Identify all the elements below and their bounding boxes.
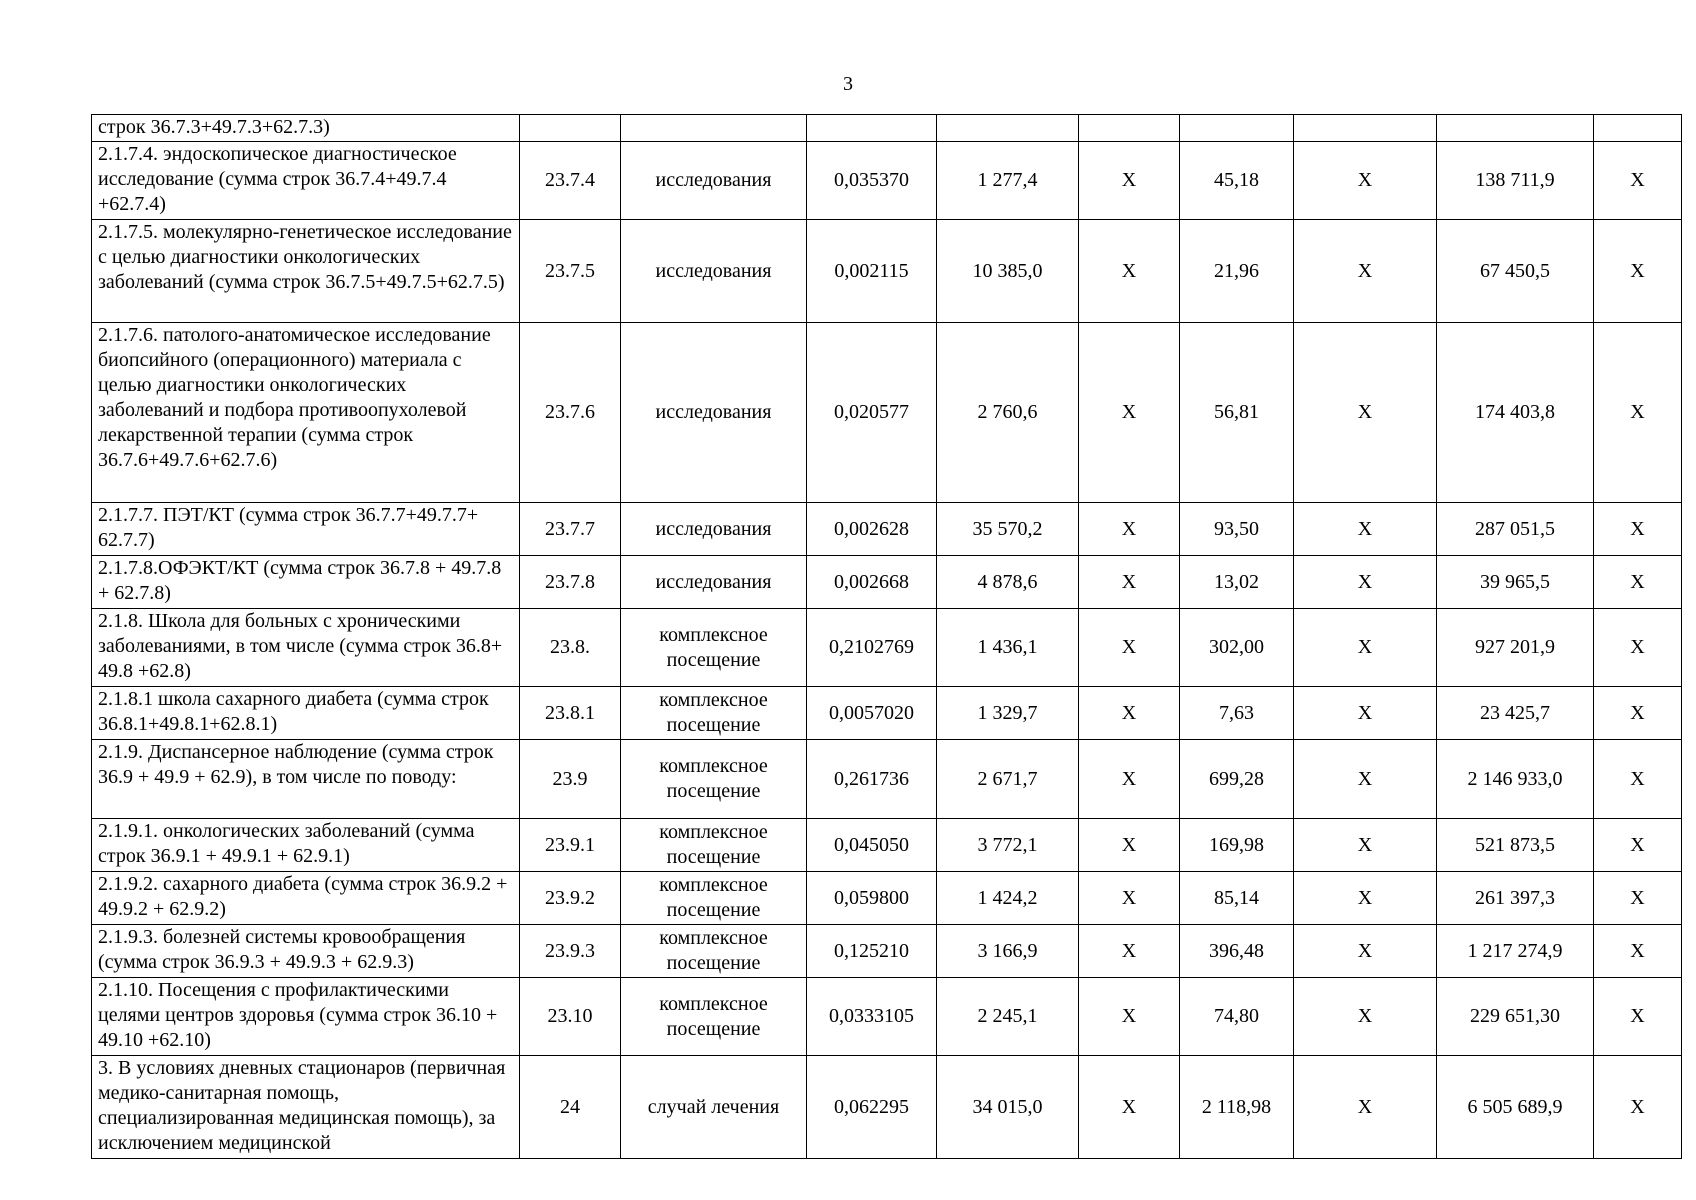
cell-x3: X (1594, 819, 1682, 872)
cell-x1: X (1079, 978, 1180, 1056)
cell-code: 24 (520, 1056, 621, 1159)
cell-x1 (1079, 115, 1180, 142)
cell-cost: 35 570,2 (937, 503, 1079, 556)
cell-x3: X (1594, 740, 1682, 819)
cell-per-capita: 302,00 (1180, 609, 1294, 687)
cell-x3: X (1594, 503, 1682, 556)
cell-x2: X (1294, 556, 1437, 609)
cell-name: 2.1.10. Посещения с профилактическими целями центров здоровья (сумма строк 36.10 + 49.10 +62.10) (92, 978, 520, 1056)
data-table (91, 114, 1682, 1159)
cell-total: 138 711,9 (1437, 142, 1594, 220)
cell-unit: случай лечения (621, 1056, 807, 1159)
cell-name: 2.1.7.7. ПЭТ/КТ (сумма строк 36.7.7+49.7.7+ 62.7.7) (92, 503, 520, 556)
cell-per-capita: 56,81 (1180, 323, 1294, 503)
cell-name: 2.1.8.1 школа сахарного диабета (сумма строк 36.8.1+49.8.1+62.8.1) (92, 687, 520, 740)
cell-per-capita: 21,96 (1180, 220, 1294, 323)
cell-unit: комплексное посещение (621, 978, 807, 1056)
cell-x2: X (1294, 609, 1437, 687)
cell-total: 174 403,8 (1437, 323, 1594, 503)
cell-per-capita: 7,63 (1180, 687, 1294, 740)
cell-code: 23.9 (520, 740, 621, 819)
table-body (92, 115, 1682, 1159)
cell-name: 3. В условиях дневных стационаров (первичная медико-санитарная помощь, специализированная медицинская помощь), за исключением медицинской (92, 1056, 520, 1159)
cell-total: 23 425,7 (1437, 687, 1594, 740)
cell-unit (621, 115, 807, 142)
cell-x2: X (1294, 503, 1437, 556)
cell-norm: 0,002628 (807, 503, 937, 556)
cell-code: 23.7.5 (520, 220, 621, 323)
table-row (92, 323, 1682, 503)
cell-per-capita: 699,28 (1180, 740, 1294, 819)
table-row (92, 978, 1682, 1056)
cell-name: 2.1.7.4. эндоскопическое диагностическое исследование (сумма строк 36.7.4+49.7.4 +62.7.4) (92, 142, 520, 220)
cell-total: 521 873,5 (1437, 819, 1594, 872)
cell-name: 2.1.7.5. молекулярно-генетическое исследование с целью диагностики онкологических заболеваний (сумма строк 36.7.5+49.7.5+62.7.5) (92, 220, 520, 323)
cell-x1: X (1079, 819, 1180, 872)
cell-cost: 1 424,2 (937, 872, 1079, 925)
table-row (92, 687, 1682, 740)
cell-total: 2 146 933,0 (1437, 740, 1594, 819)
cell-code: 23.8.1 (520, 687, 621, 740)
cell-x2: X (1294, 220, 1437, 323)
cell-norm: 0,125210 (807, 925, 937, 978)
cell-x1: X (1079, 323, 1180, 503)
cell-per-capita: 2 118,98 (1180, 1056, 1294, 1159)
cell-name: строк 36.7.3+49.7.3+62.7.3) (92, 115, 520, 142)
cell-norm: 0,002668 (807, 556, 937, 609)
cell-name: 2.1.8. Школа для больных с хроническими заболеваниями, в том числе (сумма строк 36.8+ 49.8 +62.8) (92, 609, 520, 687)
cell-x3 (1594, 115, 1682, 142)
cell-x1: X (1079, 609, 1180, 687)
cell-unit: комплексное посещение (621, 740, 807, 819)
cell-norm: 0,035370 (807, 142, 937, 220)
cell-x3: X (1594, 220, 1682, 323)
cell-total: 927 201,9 (1437, 609, 1594, 687)
cell-x2: X (1294, 819, 1437, 872)
cell-code: 23.9.2 (520, 872, 621, 925)
cell-x3: X (1594, 925, 1682, 978)
cell-x1: X (1079, 687, 1180, 740)
cell-unit: комплексное посещение (621, 872, 807, 925)
cell-x3: X (1594, 872, 1682, 925)
cell-per-capita: 169,98 (1180, 819, 1294, 872)
table-row (92, 872, 1682, 925)
cell-x1: X (1079, 872, 1180, 925)
table-row (92, 556, 1682, 609)
cell-code: 23.7.7 (520, 503, 621, 556)
cell-per-capita (1180, 115, 1294, 142)
cell-norm: 0,062295 (807, 1056, 937, 1159)
cell-norm: 0,0333105 (807, 978, 937, 1056)
cell-total: 287 051,5 (1437, 503, 1594, 556)
cell-x2: X (1294, 740, 1437, 819)
table-row (92, 115, 1682, 142)
cell-x1: X (1079, 142, 1180, 220)
cell-cost: 2 760,6 (937, 323, 1079, 503)
cell-unit: исследования (621, 142, 807, 220)
table-row (92, 819, 1682, 872)
cell-name: 2.1.9. Диспансерное наблюдение (сумма строк 36.9 + 49.9 + 62.9), в том числе по поводу: (92, 740, 520, 819)
cell-total: 6 505 689,9 (1437, 1056, 1594, 1159)
cell-x1: X (1079, 1056, 1180, 1159)
cell-x2: X (1294, 323, 1437, 503)
table-row (92, 609, 1682, 687)
cell-norm: 0,261736 (807, 740, 937, 819)
cell-norm (807, 115, 937, 142)
cell-cost: 3 772,1 (937, 819, 1079, 872)
cell-code: 23.10 (520, 978, 621, 1056)
cell-norm: 0,045050 (807, 819, 937, 872)
cell-unit: исследования (621, 503, 807, 556)
table-row (92, 925, 1682, 978)
table-row (92, 220, 1682, 323)
cell-total: 229 651,30 (1437, 978, 1594, 1056)
cell-per-capita: 74,80 (1180, 978, 1294, 1056)
table-row (92, 503, 1682, 556)
table-row (92, 142, 1682, 220)
cell-code (520, 115, 621, 142)
cell-cost: 10 385,0 (937, 220, 1079, 323)
cell-cost: 1 277,4 (937, 142, 1079, 220)
cell-x2: X (1294, 1056, 1437, 1159)
cell-cost: 4 878,6 (937, 556, 1079, 609)
cell-name: 2.1.9.1. онкологических заболеваний (сумма строк 36.9.1 + 49.9.1 + 62.9.1) (92, 819, 520, 872)
cell-name: 2.1.7.8.ОФЭКТ/КТ (сумма строк 36.7.8 + 49.7.8 + 62.7.8) (92, 556, 520, 609)
cell-name: 2.1.7.6. патолого-анатомическое исследование биопсийного (операционного) материала с целью диагностики онкологических заболеваний и подбора противоопухолевой лекарственной терапии (сумма строк 36.7.6+49.7.6+62.7.6) (92, 323, 520, 503)
cell-per-capita: 45,18 (1180, 142, 1294, 220)
cell-cost: 34 015,0 (937, 1056, 1079, 1159)
cell-total: 1 217 274,9 (1437, 925, 1594, 978)
cell-x2 (1294, 115, 1437, 142)
cell-norm: 0,002115 (807, 220, 937, 323)
cell-unit: комплексное посещение (621, 609, 807, 687)
cell-x3: X (1594, 1056, 1682, 1159)
page-number: 3 (843, 73, 853, 95)
cell-code: 23.7.8 (520, 556, 621, 609)
cell-x1: X (1079, 740, 1180, 819)
cell-code: 23.9.3 (520, 925, 621, 978)
cell-unit: комплексное посещение (621, 925, 807, 978)
cell-x2: X (1294, 872, 1437, 925)
cell-unit: комплексное посещение (621, 819, 807, 872)
cell-total (1437, 115, 1594, 142)
cell-x2: X (1294, 687, 1437, 740)
cell-code: 23.7.4 (520, 142, 621, 220)
cell-per-capita: 93,50 (1180, 503, 1294, 556)
cell-total: 67 450,5 (1437, 220, 1594, 323)
cell-x3: X (1594, 323, 1682, 503)
cell-per-capita: 13,02 (1180, 556, 1294, 609)
cell-unit: исследования (621, 220, 807, 323)
cell-unit: исследования (621, 323, 807, 503)
cell-norm: 0,0057020 (807, 687, 937, 740)
cell-norm: 0,059800 (807, 872, 937, 925)
cell-cost: 3 166,9 (937, 925, 1079, 978)
cell-code: 23.9.1 (520, 819, 621, 872)
cell-x1: X (1079, 503, 1180, 556)
cell-norm: 0,2102769 (807, 609, 937, 687)
cell-x2: X (1294, 925, 1437, 978)
cell-unit: комплексное посещение (621, 687, 807, 740)
cell-name: 2.1.9.3. болезней системы кровообращения (сумма строк 36.9.3 + 49.9.3 + 62.9.3) (92, 925, 520, 978)
cell-x3: X (1594, 142, 1682, 220)
cell-code: 23.8. (520, 609, 621, 687)
cell-x3: X (1594, 978, 1682, 1056)
cell-name: 2.1.9.2. сахарного диабета (сумма строк 36.9.2 + 49.9.2 + 62.9.2) (92, 872, 520, 925)
cell-total: 261 397,3 (1437, 872, 1594, 925)
cell-x3: X (1594, 609, 1682, 687)
cell-x3: X (1594, 556, 1682, 609)
cell-cost: 1 329,7 (937, 687, 1079, 740)
cell-x2: X (1294, 142, 1437, 220)
cell-norm: 0,020577 (807, 323, 937, 503)
cell-cost (937, 115, 1079, 142)
cell-cost: 2 245,1 (937, 978, 1079, 1056)
cell-unit: исследования (621, 556, 807, 609)
cell-per-capita: 396,48 (1180, 925, 1294, 978)
table-row (92, 1056, 1682, 1159)
cell-cost: 1 436,1 (937, 609, 1079, 687)
cell-x2: X (1294, 978, 1437, 1056)
cell-total: 39 965,5 (1437, 556, 1594, 609)
cell-x1: X (1079, 556, 1180, 609)
cell-per-capita: 85,14 (1180, 872, 1294, 925)
cell-code: 23.7.6 (520, 323, 621, 503)
table-row (92, 740, 1682, 819)
cell-x1: X (1079, 220, 1180, 323)
cell-x3: X (1594, 687, 1682, 740)
cell-x1: X (1079, 925, 1180, 978)
cell-cost: 2 671,7 (937, 740, 1079, 819)
